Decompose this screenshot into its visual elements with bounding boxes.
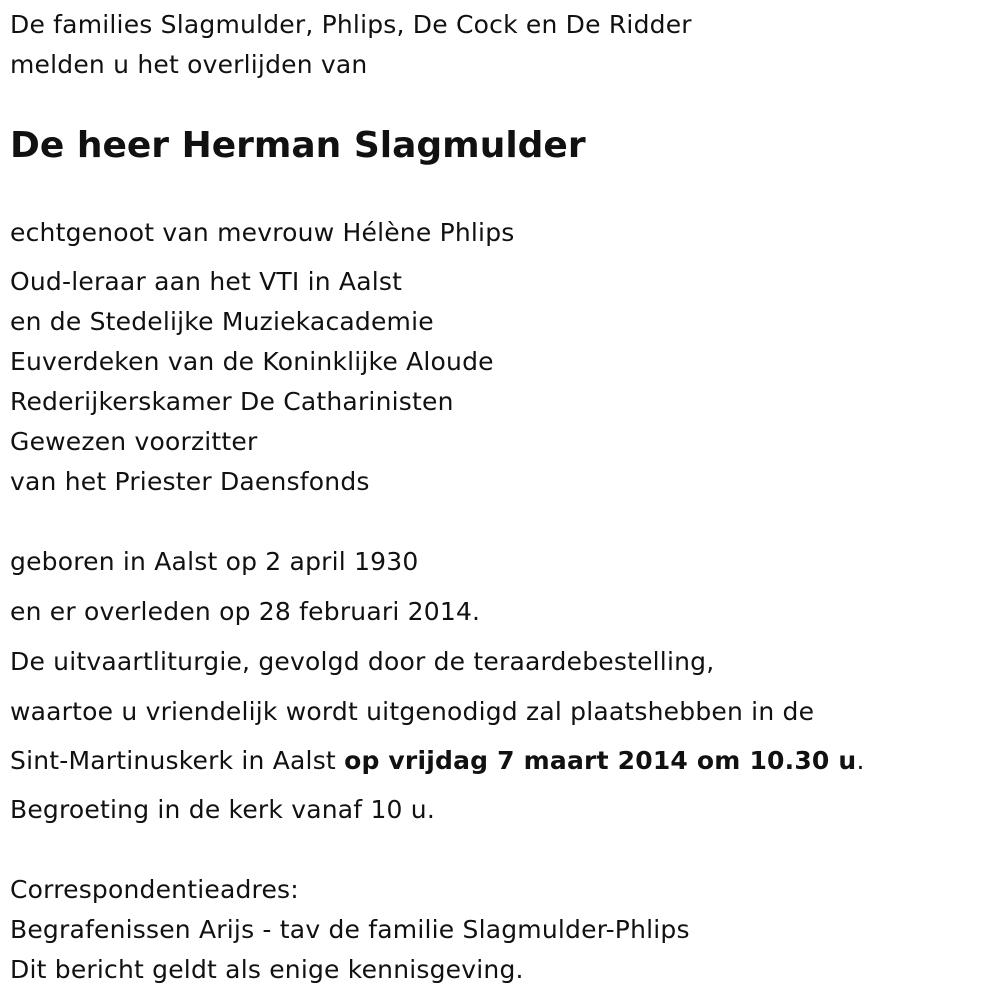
correspondence-address: Begrafenissen Arijs - tav de familie Slagmulder-Phlips (10, 915, 690, 944)
greeting-line: Begroeting in de kerk vanaf 10 u. (10, 795, 435, 824)
career-line: van het Priester Daensfonds (10, 467, 370, 496)
career-line: Oud-leraar aan het VTI in Aalst (10, 267, 403, 296)
correspondence-label: Correspondentieadres: (10, 875, 299, 904)
funeral-invitation-line: waartoe u vriendelijk wordt uitgenodigd zal plaatshebben in de (10, 697, 815, 726)
intro-families: De families Slagmulder, Phlips, De Cock en De Ridder (10, 10, 692, 39)
funeral-location-line (10, 745, 865, 777)
funeral-line: De uitvaartliturgie, gevolgd door de teraardebestelling, (10, 647, 715, 676)
notice-line: Dit bericht geldt als enige kennisgeving. (10, 955, 524, 984)
intro-announcement: melden u het overlijden van (10, 50, 368, 79)
career-line: Rederijkerskamer De Catharinisten (10, 387, 454, 416)
career-line: Gewezen voorzitter (10, 427, 258, 456)
funeral-period: . (856, 746, 865, 775)
career-line: en de Stedelijke Muziekacademie (10, 307, 434, 336)
funeral-church: Sint-Martinuskerk in Aalst (10, 746, 345, 775)
spouse-line: echtgenoot van mevrouw Hélène Phlips (10, 218, 515, 247)
career-line: Euverdeken van de Koninklijke Aloude (10, 347, 494, 376)
birth-line: geboren in Aalst op 2 april 1930 (10, 547, 419, 576)
funeral-datetime: op vrijdag 7 maart 2014 om 10.30 u (344, 746, 857, 775)
deceased-name: De heer Herman Slagmulder (10, 125, 586, 166)
death-line: en er overleden op 28 februari 2014. (10, 597, 481, 626)
